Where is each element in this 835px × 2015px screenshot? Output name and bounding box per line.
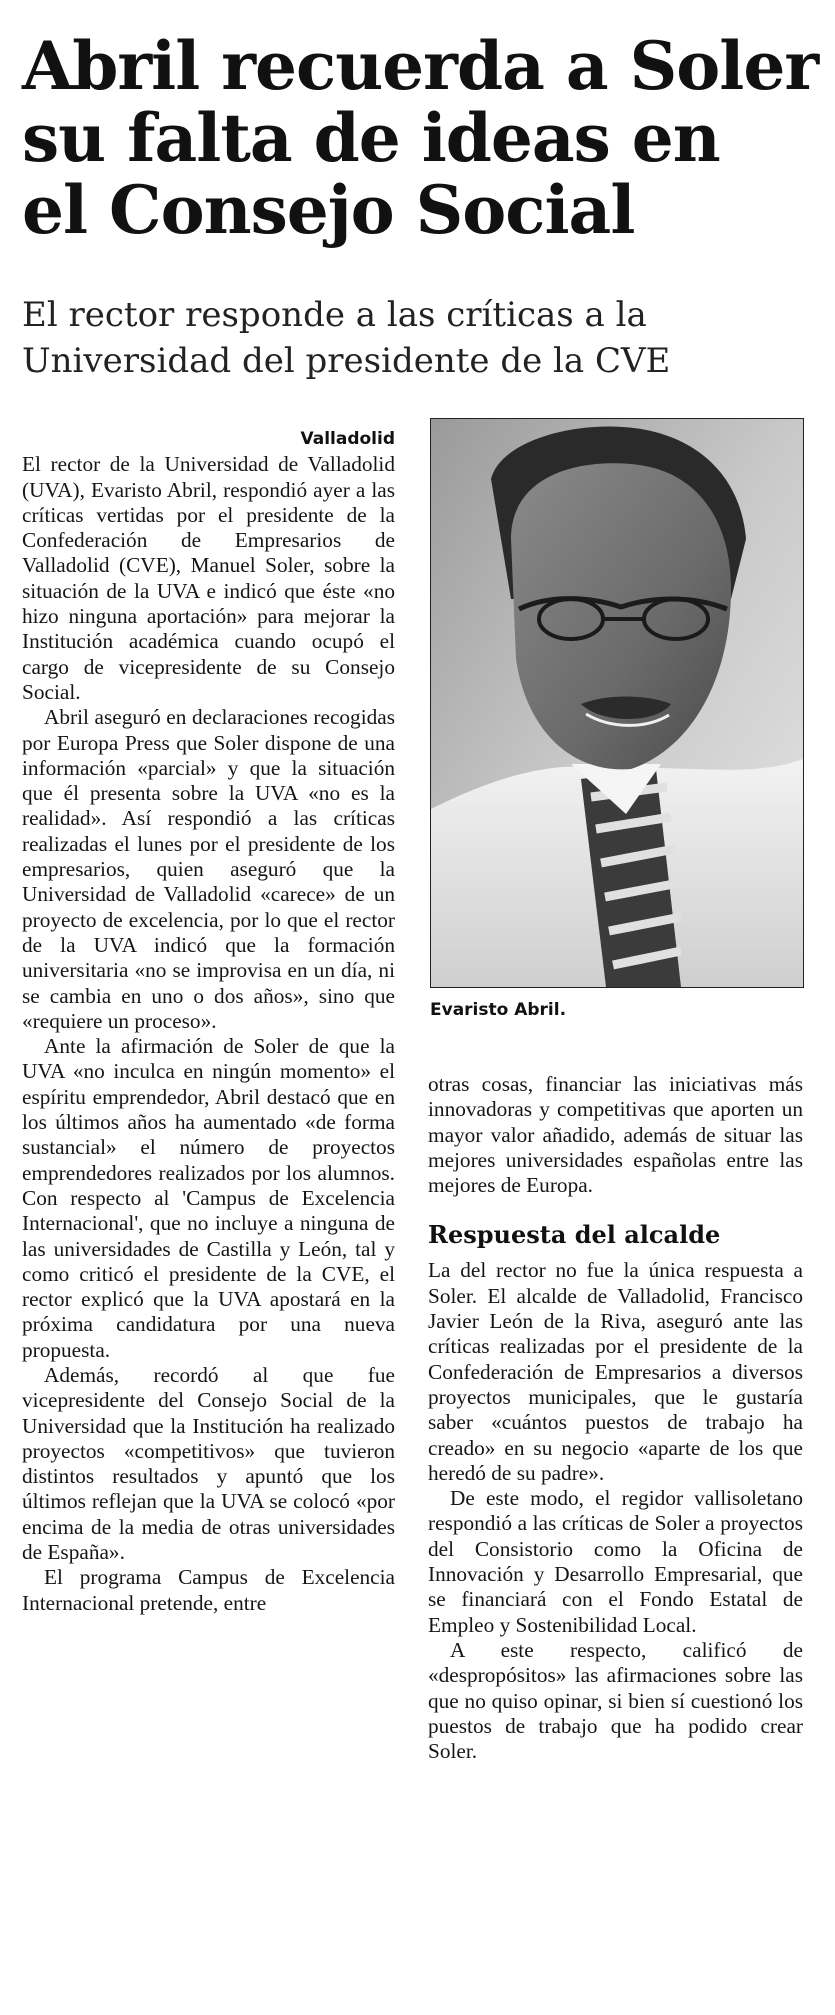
headline-line: el Consejo Social — [22, 171, 635, 249]
paragraph: El rector de la Universidad de Valladolid (UVA), Evaristo Abril, respondió ayer a las críticas vertidas por el presidente de la Confederación de Empresarios de Valladolid (CVE), Manuel Soler, sobre la situación de la UVA e indicó que éste «no hizo ninguna aportación» para mejorar la Institución académica cuando ocupó el cargo de vicepresidente de su Consejo Social. — [22, 452, 395, 704]
subheadline — [22, 292, 822, 384]
section-heading: Respuesta del alcalde — [428, 1220, 721, 1250]
headline-line: su falta de ideas en — [22, 99, 720, 177]
paragraph: Ante la afirmación de Soler de que la UVA «no inculca en ningún momento» el espíritu emprendedor, Abril destacó que en los últimos años ha aumentado «de forma sustancial» el número de proyectos emprendedores realizados por los alumnos. Con respecto al 'Campus de Excelencia Internacional', que no incluye a ninguna de las universidades de Castilla y León, tal y como criticó el presidente de la CVE, el rector explicó que la UVA apostará en la próxima candidatura por una nueva propuesta. — [22, 1034, 395, 1362]
paragraph: La del rector no fue la única respuesta a Soler. El alcalde de Valladolid, Francisco Javier León de la Riva, aseguró ante las críticas realizadas por el presidente de la Confederación de Empresarios a diversos proyectos municipales, que le gustaría saber «cuántos puestos de trabajo ha creado» en su negocio «aparte de los que heredó de su padre». — [428, 1258, 803, 1485]
article-column-right — [428, 1072, 803, 2002]
portrait-photo-image — [431, 419, 803, 987]
subheadline-line: Universidad del presidente de la CVE — [22, 341, 671, 381]
headline — [22, 27, 822, 249]
headline-line: Abril recuerda a Soler — [22, 27, 819, 105]
paragraph: otras cosas, financiar las iniciativas más innovadoras y competitivas que aporten un mayor valor añadido, además de situar las mejores universidades españolas entre las mejores de Europa. — [428, 1072, 803, 1198]
paragraph: A este respecto, calificó de «despropósitos» las afirmaciones sobre las que no quiso opinar, si bien sí cuestionó los puestos de trabajo que ha podido crear Soler. — [428, 1637, 803, 1764]
paragraph: Abril aseguró en declaraciones recogidas por Europa Press que Soler dispone de una información «parcial» y que la situación que él presenta sobre la UVA «no es la realidad». Así respondió a las críticas realizadas el lunes por el presidente de los empresarios, quien aseguró que la Universidad de Valladolid «carece» de un proyecto de excelencia, por lo que el rector de la UVA indicó que la formación universitaria «no se improvisa en un día, ni se cambia en uno o dos años», sino que «requiere un proceso». — [22, 705, 395, 1033]
paragraph: De este modo, el regidor vallisoletano respondió a las críticas de Soler a proyectos del Consistorio como la Oficina de Innovación y Desarrollo Empresarial, que se financiará con el Fondo Estatal de Empleo y Sostenibilidad Local. — [428, 1486, 803, 1637]
portrait-photo — [430, 418, 804, 988]
article-column-left — [22, 429, 395, 1993]
photo-caption: Evaristo Abril. — [430, 1000, 567, 1020]
paragraph: Además, recordó al que fue vicepresidente del Consejo Social de la Universidad que la Institución ha realizado proyectos «competitivos» que tuvieron distintos resultados y apuntó que los últimos reflejan que la UVA se colocó «por encima de la media de otras universidades de España». — [22, 1362, 395, 1565]
subheadline-line: El rector responde a las críticas a la — [22, 295, 647, 335]
dateline: Valladolid — [300, 429, 395, 449]
paragraph: El programa Campus de Excelencia Internacional pretende, entre — [22, 1565, 395, 1615]
